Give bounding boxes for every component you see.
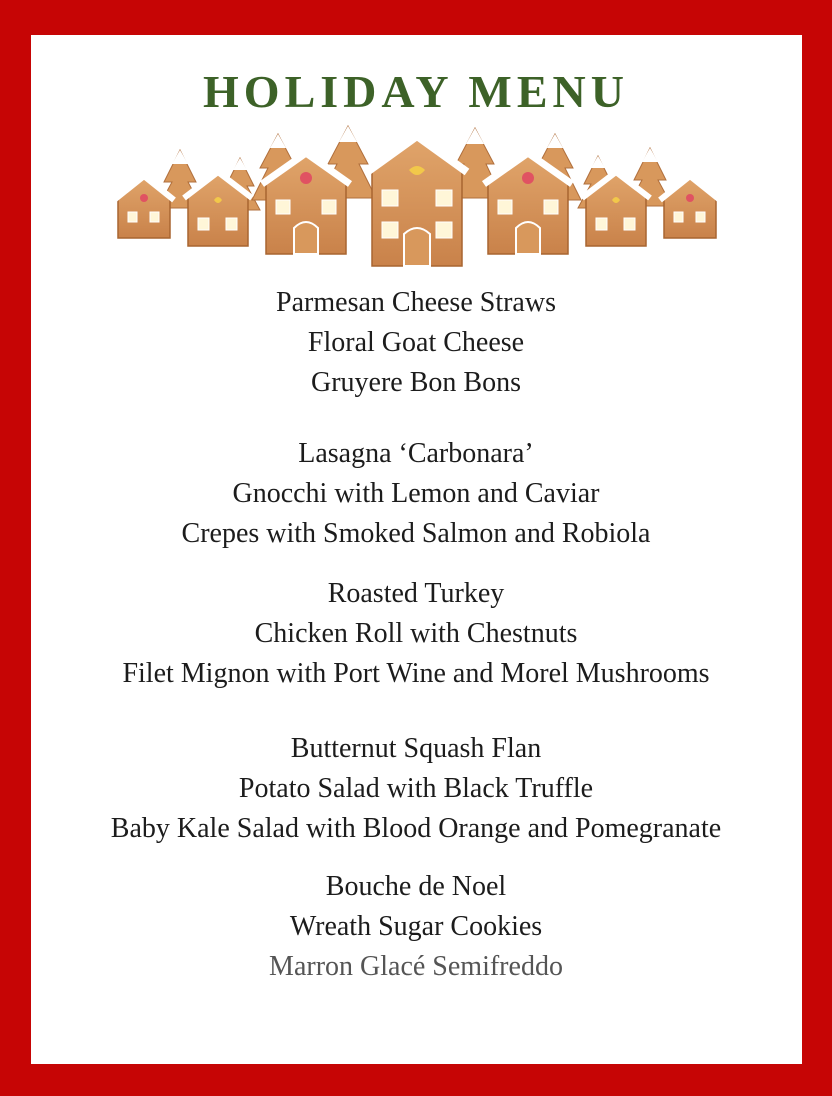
menu-item: Baby Kale Salad with Blood Orange and Pomegranate (110, 813, 722, 844)
menu-item: Roasted Turkey (327, 578, 505, 609)
menu-item: Butternut Squash Flan (290, 733, 542, 764)
menu-item: Gruyere Bon Bons (311, 367, 521, 398)
menu-item: Chicken Roll with Chestnuts (254, 618, 578, 649)
menu-item: Wreath Sugar Cookies (289, 911, 543, 942)
gingerbread-house-icon (660, 176, 720, 238)
menu-item: Parmesan Cheese Straws (276, 287, 556, 318)
gingerbread-house-icon (367, 136, 467, 266)
menu-item: Potato Salad with Black Truffle (238, 773, 594, 804)
menu-item: Filet Mignon with Port Wine and Morel Mushrooms (122, 658, 710, 689)
menu-item: Gnocchi with Lemon and Caviar (232, 478, 600, 509)
menu-item: Crepes with Smoked Salmon and Robiola (181, 518, 651, 549)
menu-course-main (0, 574, 832, 694)
menu-title: HOLIDAY MENU (203, 66, 629, 117)
menu-course-sides (0, 729, 832, 849)
menu-item: Marron Glacé Semifreddo (269, 951, 563, 982)
gingerbread-house-icon (114, 176, 174, 238)
menu-item: Lasagna ‘Carbonara’ (298, 438, 534, 469)
gingerbread-village-illustration (110, 120, 725, 270)
menu-course-appetizers (0, 283, 832, 403)
menu-item: Floral Goat Cheese (307, 327, 525, 358)
menu-course-desserts (0, 867, 832, 987)
menu-course-first (0, 434, 832, 554)
menu-item: Bouche de Noel (325, 871, 507, 902)
